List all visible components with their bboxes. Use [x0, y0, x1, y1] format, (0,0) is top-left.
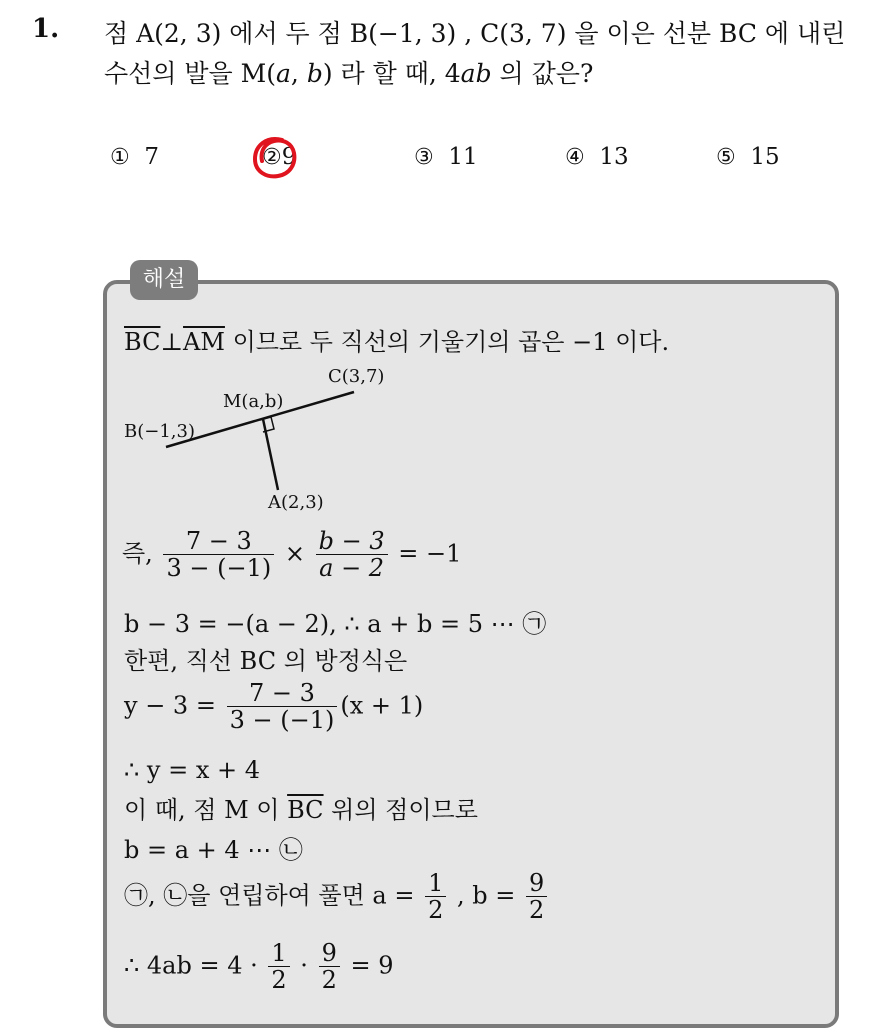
answer-mark-circle	[252, 136, 298, 180]
choice-4[interactable]: ④ 13	[565, 144, 629, 170]
solution-line-equation-1: b − 3 = −(a − 2), ∴ a + b = 5 ⋯ ㉠	[124, 610, 547, 638]
solution-line-equation-2: b = a + 4 ⋯ ㉡	[124, 836, 303, 864]
solution-line-m-on-bc: 이 때, 점 M 이 $\overline{BC}$ 위의 점이므로	[124, 796, 478, 824]
solution-line-line-bc: 한편, 직선 BC 의 방정식은	[124, 647, 408, 675]
solution-line-slope-product: 즉, $\frac{7 - 3}{3 - (-1)}$ × $\frac{b - 3}{a - 2}$ = −1	[122, 527, 462, 583]
solution-line-point-slope: y − 3 = $\frac{7 - 3}{3 - (-1)}$ (x + 1)	[124, 679, 424, 735]
choice-2[interactable]: ②9	[262, 144, 297, 170]
question-number: 1.	[32, 14, 60, 44]
label-a: A(2,3)	[268, 492, 324, 513]
solution-line-solve: ㉠, ㉡을 연립하여 풀면 a = $\frac{1}{2}$ , b = $\frac{9}{2}$	[124, 870, 550, 924]
question-text-line2: 수선의 발을 M(a, b) 라 할 때, 4ab 의 값은?	[104, 59, 594, 88]
right-angle-mark	[260, 417, 274, 432]
choice-5[interactable]: ⑤ 15	[716, 144, 780, 170]
solution-line-final: ∴ 4ab = 4 · $\frac{1}{2}$ · $\frac{9}{2}$ = 9	[124, 939, 394, 995]
label-m: M(a,b)	[223, 391, 284, 412]
choice-3[interactable]: ③ 11	[414, 144, 478, 170]
label-b: B(−1,3)	[124, 421, 195, 442]
perpendicular-diagram	[118, 362, 418, 522]
solution-line-y-equals: ∴ y = x + 4	[124, 756, 260, 784]
label-c: C(3,7)	[328, 366, 385, 387]
choice-1[interactable]: ① 7	[110, 144, 159, 170]
solution-line-perpendicular: $\overline{BC}\perp\overline{AM}$ 이므로 두 직선의 기울기의 곱은 −1 이다.	[124, 328, 670, 356]
question-text-line1: 점 A(2, 3) 에서 두 점 B(−1, 3) , C(3, 7) 을 이은 선분 BC 에 내린	[104, 19, 846, 48]
solution-tag: 해설	[130, 260, 198, 300]
